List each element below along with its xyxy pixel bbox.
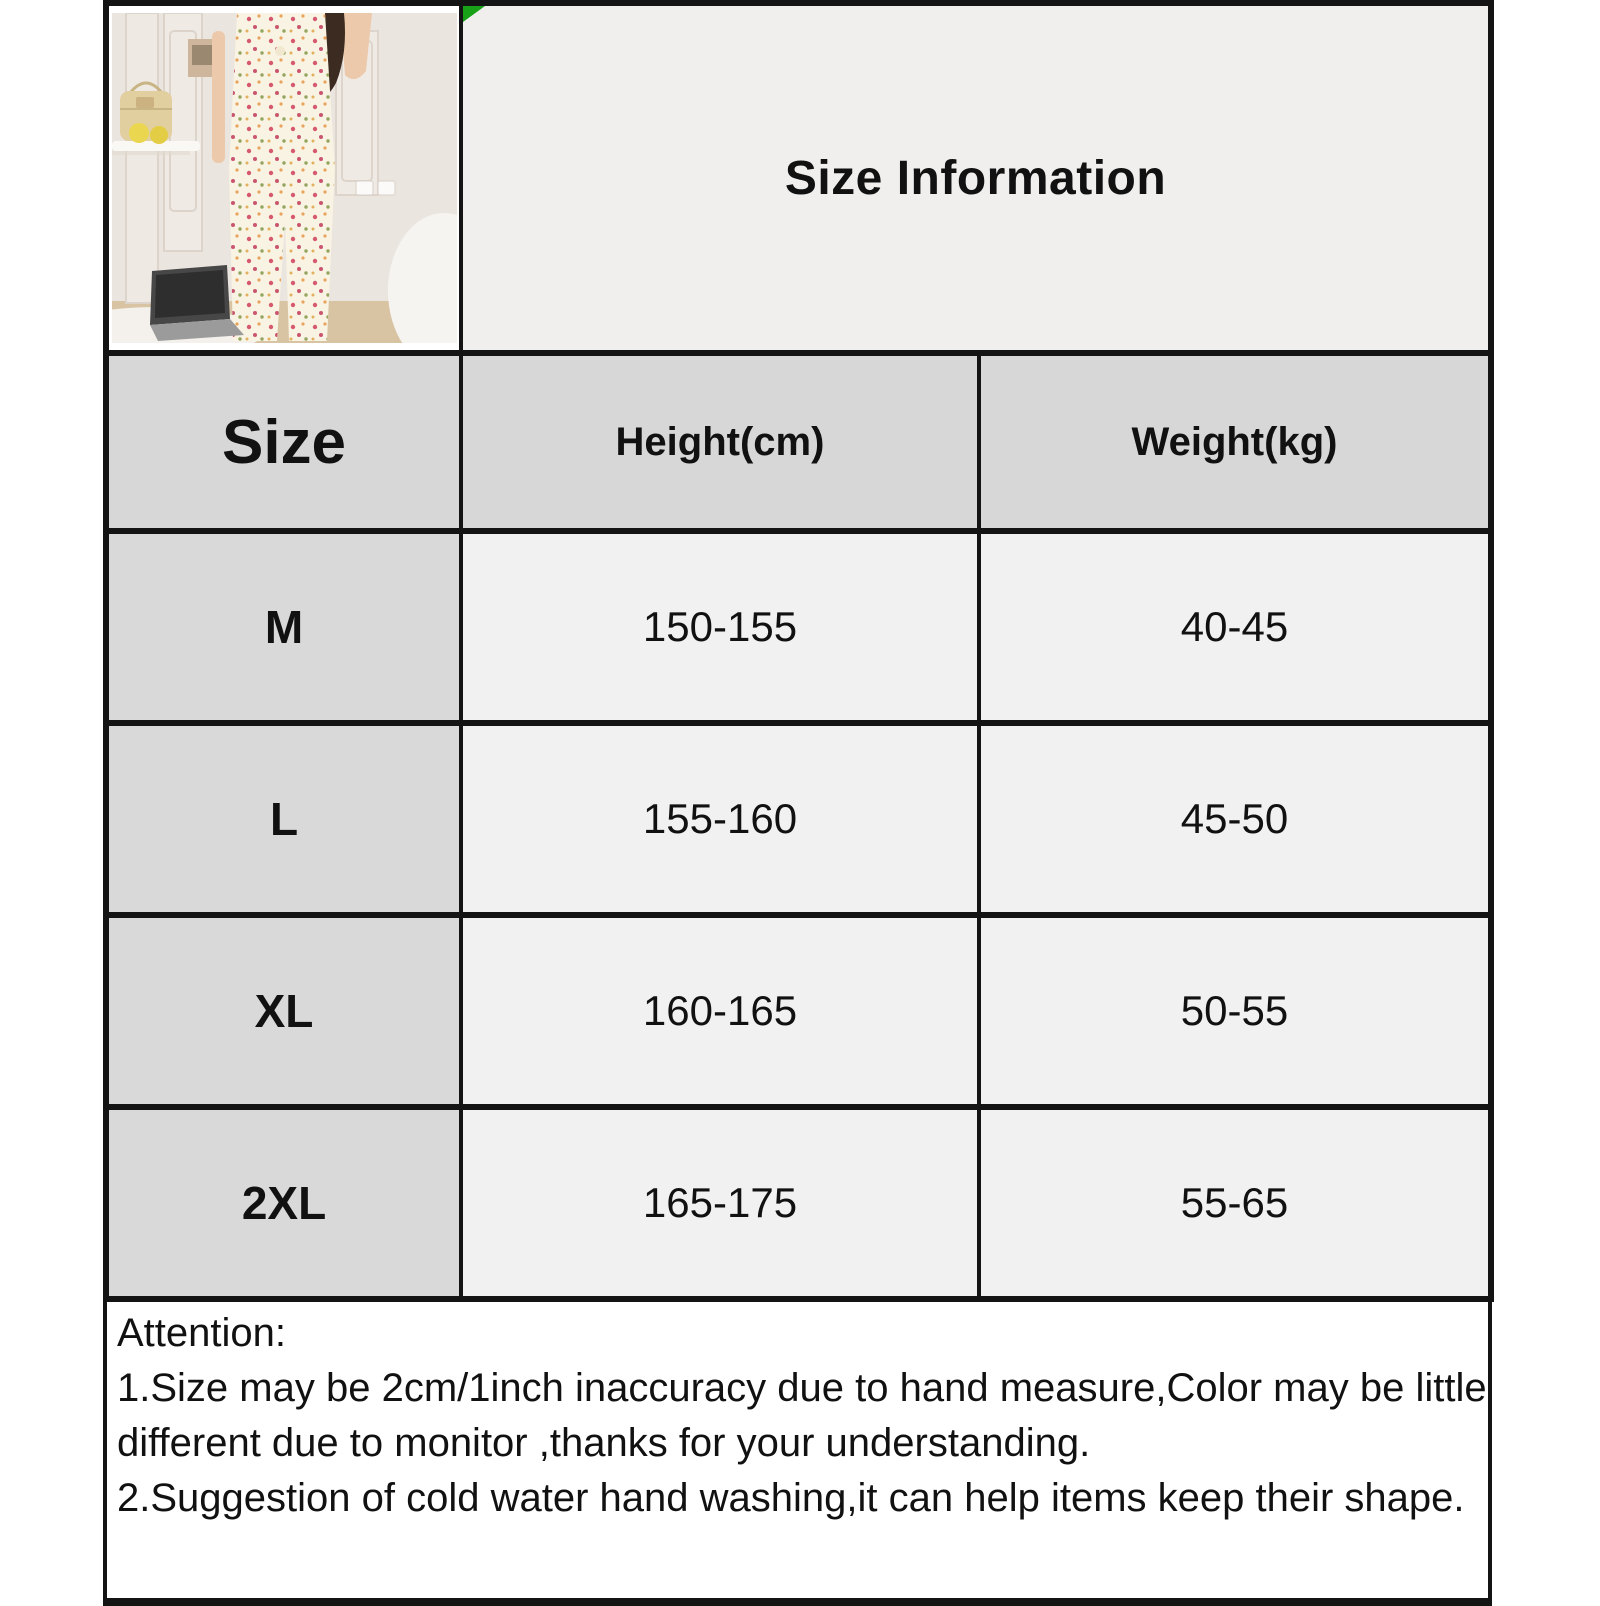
page-title: Size Information	[784, 151, 1167, 205]
height-value: 150-155	[461, 531, 979, 723]
table-header-row	[106, 353, 1491, 531]
title-cell	[461, 3, 1491, 353]
weight-value: 55-65	[979, 1107, 1491, 1299]
table-row-2xl	[106, 1107, 1491, 1299]
weight-value: 50-55	[979, 915, 1491, 1107]
weight-value: 40-45	[979, 531, 1491, 723]
green-corner-marker-icon	[463, 6, 485, 22]
table-row-l	[106, 723, 1491, 915]
attention-notes	[103, 1302, 1492, 1606]
header-size: Size	[106, 353, 461, 531]
size-value: M	[106, 531, 461, 723]
size-value: XL	[106, 915, 461, 1107]
size-chart-sheet	[103, 0, 1496, 1606]
attention-line: 1.Size may be 2cm/1inch inaccuracy due to hand measure,Color may be little	[117, 1366, 1487, 1410]
size-value: 2XL	[106, 1107, 461, 1299]
header-weight: Weight(kg)	[979, 353, 1491, 531]
height-value: 160-165	[461, 915, 979, 1107]
height-value: 155-160	[461, 723, 979, 915]
table-row-xl	[106, 915, 1491, 1107]
height-value: 165-175	[461, 1107, 979, 1299]
weight-value: 45-50	[979, 723, 1491, 915]
product-photo-cell	[106, 3, 461, 353]
product-photo	[112, 13, 457, 343]
attention-line: different due to monitor ,thanks for your understanding.	[117, 1421, 1091, 1465]
attention-line: 2.Suggestion of cold water hand washing,it can help items keep their shape.	[117, 1476, 1465, 1520]
attention-heading: Attention:	[117, 1311, 287, 1355]
photo-title-row	[106, 3, 1491, 353]
table-row-m	[106, 531, 1491, 723]
size-value: L	[106, 723, 461, 915]
header-height: Height(cm)	[461, 353, 979, 531]
size-table	[103, 0, 1494, 1302]
